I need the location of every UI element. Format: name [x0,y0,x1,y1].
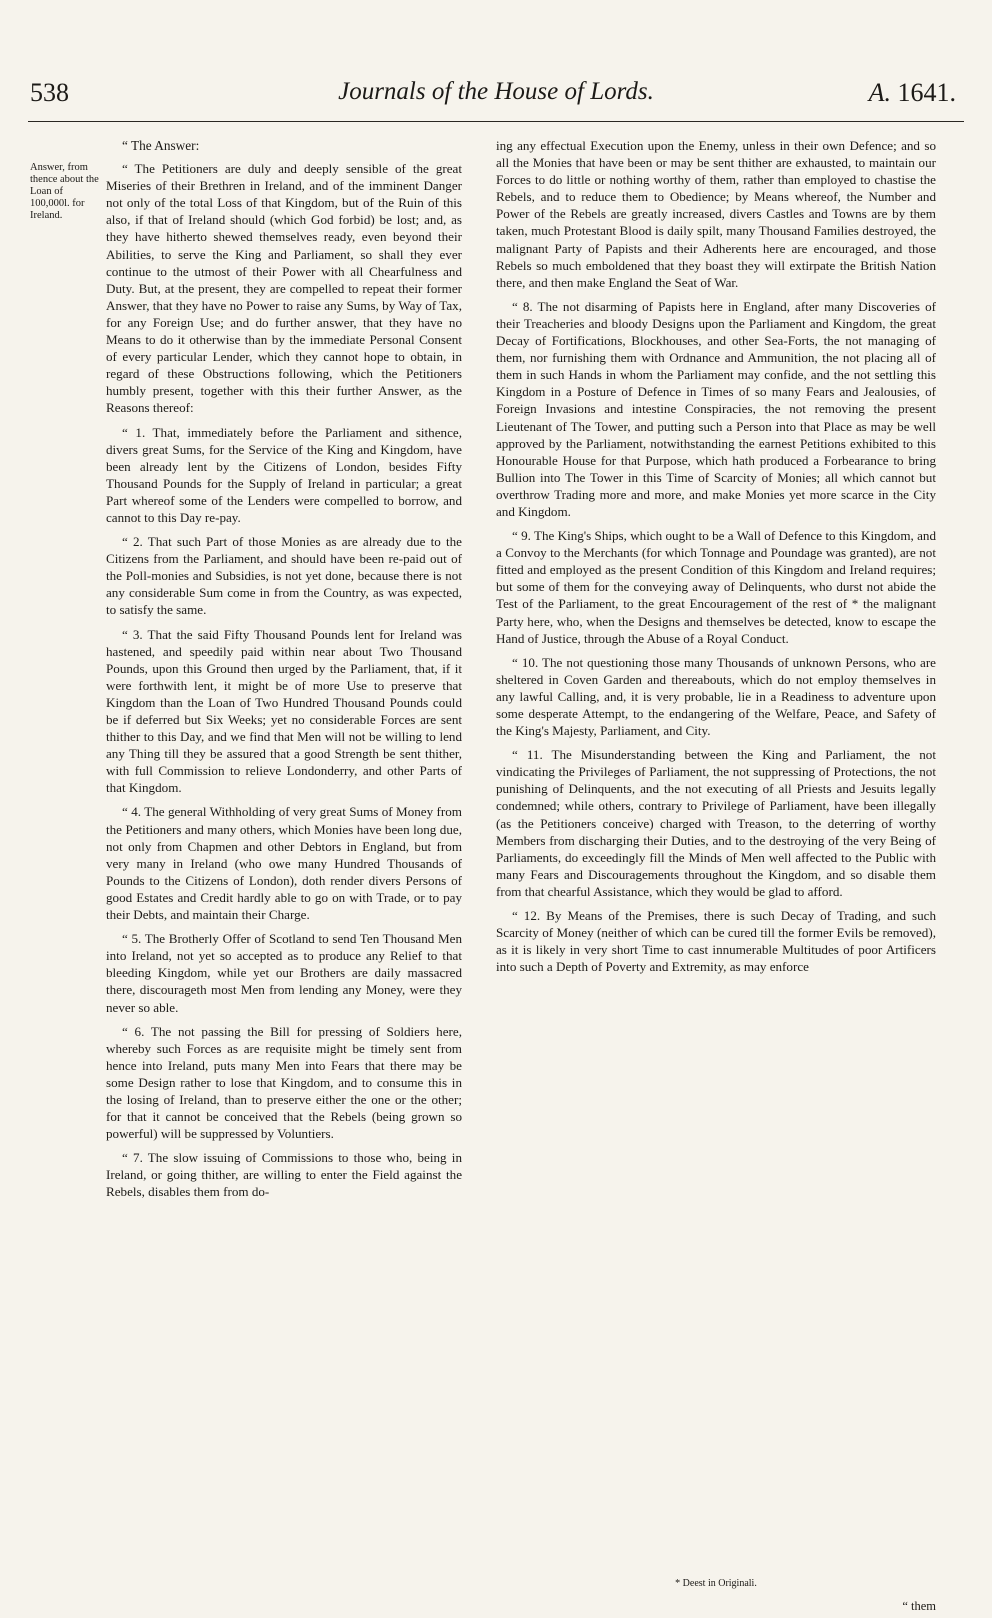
paragraph-9: “ 9. The King's Ships, which ought to be a Wall of Defence to this Kingdom, and a Convoy to the Merchants (for which Tonnage and Poundage was granted), are not fitted and employed as the present Condition of this Kingdom and Ireland requires; but some of them for the conveying away of Delinquents, who durst not abide the Test of the Parliament, to the great Encouragement of the rest of * the malignant Party here, who, when the Designs and themselves be detected, know to escape the Hand of Justice, through the Abuse of a Royal Conduct. [496,528,936,646]
paragraph-4: “ 4. The general Withholding of very great Sums of Money from the Petitioners and many others, which Monies have been long due, not only from Chapmen and other Debtors in England, but from very many in Ireland (who owe many Hundred Thousands of Pounds to the Citizens of London), doth render divers Persons of good Estates and Credit hardly able to go on with Trade, or to pay their Debts, and maintain their Charge. [106,804,462,923]
header-rule [28,121,964,122]
paragraph-7-continued: ing any effectual Execution upon the Enemy, unless in their own Defence; and so all the Monies that have been or may be sent thither are exhausted, to maintain our Forces to do little or nothing worthy of them, rather than employed to chastise the Rebels, and to reduce them to Obedience; by Means whereof, the Number and Power of the Rebels are greatly increased, divers Castles and Towns are by them taken, much Protestant Blood is daily spilt, many Thousand Families destroyed, the malignant Party of Papists and their Adherents here are encouraged, and those Rebels so much emboldened that they boast they will extirpate the British Nation there, and then make England the Seat of War. [496,138,936,290]
paragraph-3: “ 3. That the said Fifty Thousand Pounds lent for Ireland was hastened, and speedily paid within near about Two Thousand Pounds, upon this Ground then urged by the Parliament, that, if it were forthwith lent, it might be of more Use to preserve that Kingdom than the Loan of Two Hundred Thousand Pounds could be if deferred but Six Weeks; yet no considerable Forces are sent thither to this Day, and we find that Men will not be willing to lend any Thing till they be assured that a good Strength be sent thither, with full Commission to relieve Londonderry, and other Parts of that Kingdom. [106,626,462,796]
title-word-the: the [457,78,489,105]
year-label [869,78,956,108]
paragraph-10: “ 10. The not questioning those many Thousands of unknown Persons, who are sheltered in Coven Garden and thereabouts, which do not employ themselves in any lawful Calling, and, it is very probable, lie in a Readiness to adventure upon some desperate Attempt, to the endangering of the Welfare, Peace, and Safety of the King's Majesty, Parliament, and City. [496,654,936,739]
year-value: 1641. [897,78,956,107]
paragraph-8: “ 8. The not disarming of Papists here in England, after many Discoveries of their Treacheries and bloody Designs upon the Parliament and Kingdom, the great Decay of Fortifications, Blockhouses, and other Sea-Forts, the not managing of them, nor furnishing them with Ordnance and Ammunition, the not placing all of them in such Hands in whom the Parliament may confide, and the not settling this Kingdom in a Posture of Defence in Times of so many Fears and Jealousies, of Foreign Invasions and intestine Conspiracies, the not removing the present Lieutenant of The Tower, and putting such a Person into that Place as may be well approved by the Parliament, notwithstanding the earnest Petitions exhibited to this Honourable House for that Purpose, which hath produced a Forbearance to bring Bullion into The Tower in this Time of Scarcity of Monies; all which cannot but overthrow Trading more and more, and make Monies yet more scarce in the City and Kingdom. [496,298,936,519]
answer-heading: “ The Answer: [122,138,200,153]
title-word-of: of [431,78,452,105]
paragraph-1: “ 1. That, immediately before the Parliament and sithence, divers great Sums, for the Service of the King and Kingdom, have been already lent by the Citizens of London, besides Fifty Thousand Pounds for the Supply of Ireland in particular; a great Part whereof some of the Lenders were compelled to borrow, and cannot to this Day re-pay. [106,424,462,525]
paragraph-6: “ 6. The not passing the Bill for pressing of Soldiers here, whereby such Forces as are requisite might be timely sent from hence into Ireland, puts many Men into Fears that there may be some Design rather to lose that Kingdom, and to consume this in the losing of Ireland, than to preserve either the one or the other; for that it cannot be conceived that the Rebels (being grown so powerful) will be suppressed by Voluntiers. [106,1023,462,1142]
paragraph-2: “ 2. That such Part of those Monies as are already due to the Citizens from the Parliament, and should have been re-paid out of the Poll-monies and Subsidies, is not yet done, because there is not any considerable Sum come in from the Country, as was expected, to satisfy the same. [106,534,462,618]
left-column [106,137,462,1208]
paragraph-intro: “ The Petitioners are duly and deeply sensible of the great Miseries of their Brethren in Ireland, and of the imminent Danger not only of the total Loss of that Kingdom, but of the Ruin of this also, if that of Ireland should (which God forbid) be lost; and, as they have hitherto shewed themselves ready, even beyond their Abilities, to serve the King and Parliament, so shall they ever continue to the utmost of their Power with all Chearfulness and Duty. But, at the present, they are compelled to repeat their former Answer, that they have no Power to raise any Sums, by Way of Tax, for any Foreign Use; and do further answer, that they have no Means to do it otherwise than by the immediate Personal Consent of every particular Lender, which they cannot hope to obtain, in regard of these Obstructions following, which the Petitioners humbly present, together with this their further Answer, as the Reasons thereof: [106,161,462,416]
running-header [0,78,992,118]
paragraph-12: “ 12. By Means of the Premises, there is such Decay of Trading, and such Scarcity of Money (neither of which can be cured till the former Evils be removed), as it is likely in very short Time to cast innumerable Multitudes of poor Artificers into such a Depth of Poverty and Extremity, as may enforce [496,908,936,975]
running-title [0,78,992,106]
margin-note: Answer, from thence about the Loan of 100,000l. for Ireland. [30,162,99,221]
right-column [496,137,936,982]
title-word-lords: Lords. [590,78,654,105]
paragraph-5: “ 5. The Brotherly Offer of Scotland to send Ten Thousand Men into Ireland, not yet so accepted as to produce any Relief to that bleeding Kingdom, while yet our Brothers are daily massacred there, discourageth most Men from lending any Money, were they never so able. [106,931,462,1015]
title-word-of-2: of [564,78,584,105]
title-word-house: House [494,78,559,105]
year-prefix: A. [868,78,891,107]
paragraph-7-start: “ 7. The slow issuing of Commissions to those who, being in Ireland, or going thither, are willing to enter the Field against the Rebels, disables them from do- [106,1150,462,1200]
footnote: * Deest in Originali. [675,1578,757,1589]
page-number: 538 [30,78,69,107]
catchword: “ them [902,1599,936,1613]
paragraph-11: “ 11. The Misunderstanding between the King and Parliament, the not vindicating the Privileges of Parliament, the not suppressing of Protections, the not punishing of Delinquents, and the not executing of all Priests and Jesuits legally condemned; while others, contrary to Privilege of Parliament, have been illegally (as the Petitioners conceive) charged with Treason, to the deterring of worthy Members from discharging their Duties, and to the destroying of the very Being of Parliaments, do exceedingly fill the Minds of Men well affected to the Public with many Fears and Discouragements throughout the Kingdom, and so disable them from that chearful Assistance, which they would be glad to afford. [496,747,936,899]
title-word-journals: Journals [338,78,426,105]
